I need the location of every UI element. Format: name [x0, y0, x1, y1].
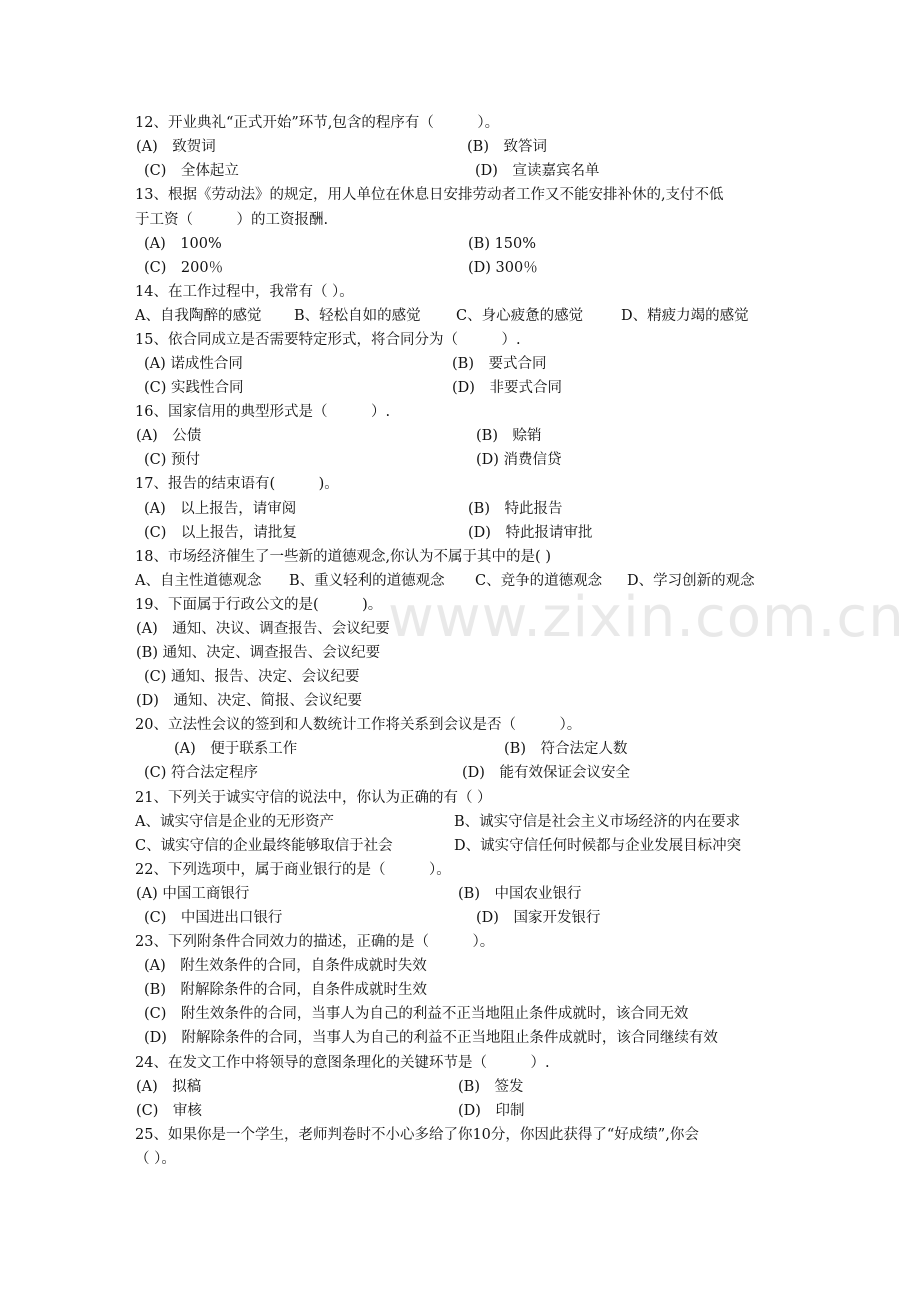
- option-c: (C) 200％: [144, 260, 224, 276]
- question-17-options-row-2: [0, 521, 920, 545]
- question-18-stem: 18、市场经济催生了一些新的道德观念,你认为不属于其中的是( ): [135, 549, 551, 565]
- question-24-stem: 24、在发文工作中将领导的意图条理化的关键环节是（ ）.: [135, 1055, 550, 1071]
- option-b: (B) 要式合同: [452, 356, 547, 372]
- question-14-stem: 14、在工作过程中，我常有（ ）。: [135, 284, 354, 300]
- question-20-options-row-1: [0, 737, 920, 761]
- option-d: (D) 非要式合同: [452, 380, 562, 396]
- option-b: (B) 赊销: [476, 428, 542, 444]
- option-b: (B) 致答词: [467, 139, 547, 155]
- option-c: (C) 以上报告，请批复: [144, 525, 297, 541]
- question-14-options: [0, 304, 920, 328]
- option-d: (D) 附解除条件的合同，当事人为自己的利益不正当地阻止条件成就时，该合同继续有效: [144, 1030, 718, 1046]
- question-22-stem: 22、下列选项中，属于商业银行的是（ ）。: [135, 862, 451, 878]
- question-12-options-row-2: [0, 159, 920, 183]
- question-24-options-row-2: [0, 1099, 920, 1123]
- question-15-stem: 15、依合同成立是否需要特定形式，将合同分为（ ）.: [135, 332, 521, 348]
- option-a: (A) 诺成性合同: [144, 356, 243, 372]
- option-b: (B) 通知、决定、调查报告、会议纪要: [136, 645, 381, 661]
- question-20-stem: 20、立法性会议的签到和人数统计工作将关系到会议是否（ ）。: [135, 717, 582, 733]
- option-d: (D) 300％: [468, 260, 538, 276]
- question-18-options: [0, 569, 920, 593]
- option-c: (C) 预付: [144, 452, 201, 468]
- option-d: (D) 消费信贷: [476, 452, 562, 468]
- question-16-stem: 16、国家信用的典型形式是（ ）.: [135, 404, 391, 420]
- question-17-stem: 17、报告的结束语有( )。: [135, 476, 339, 492]
- question-22-options-row-2: [0, 906, 920, 930]
- question-22-options-row-1: [0, 882, 920, 906]
- option-b: (B) 特此报告: [468, 501, 563, 517]
- option-c: (C) 中国进出口银行: [144, 910, 283, 926]
- option-d: D、精疲力竭的感觉: [621, 308, 749, 324]
- question-21-options-row-1: [0, 810, 920, 834]
- option-b: B、轻松自如的感觉: [294, 308, 421, 324]
- option-a: A、诚实守信是企业的无形资产: [135, 814, 334, 830]
- option-a: (A) 公债: [136, 428, 202, 444]
- question-21-options-row-2: [0, 834, 920, 858]
- option-b: (B) 签发: [458, 1079, 524, 1095]
- option-c: (C) 全体起立: [144, 163, 239, 179]
- option-c: C、身心疲惫的感觉: [456, 308, 584, 324]
- option-d: D、诚实守信任何时候都与企业发展目标冲突: [454, 838, 742, 854]
- option-c: C、诚实守信的企业最终能够取信于社会: [135, 838, 393, 854]
- option-c: (C) 符合法定程序: [144, 765, 259, 781]
- question-19-stem: 19、下面属于行政公文的是( )。: [135, 597, 383, 613]
- option-d: (D) 特此报请审批: [468, 525, 593, 541]
- question-13-options-row-2: [0, 256, 920, 280]
- question-13-stem-cont: 于工资（ ）的工资报酬.: [135, 212, 329, 228]
- option-d: (D) 国家开发银行: [476, 910, 601, 926]
- option-a: A、自我陶醉的感觉: [135, 308, 262, 324]
- option-b: (B) 附解除条件的合同，自条件成就时生效: [144, 982, 427, 998]
- option-b: (B) 符合法定人数: [504, 741, 628, 757]
- option-a: A、自主性道德观念: [135, 573, 262, 589]
- option-c: C、竞争的道德观念: [475, 573, 603, 589]
- question-24-options-row-1: [0, 1075, 920, 1099]
- question-15-options-row-2: [0, 376, 920, 400]
- option-a: (A) 附生效条件的合同，自条件成就时失效: [144, 958, 427, 974]
- option-a: (A) 通知、决议、调查报告、会议纪要: [136, 621, 390, 637]
- question-16-options-row-1: [0, 424, 920, 448]
- question-13-stem: 13、根据《劳动法》的规定，用人单位在休息日安排劳动者工作又不能安排补休的,支付不低: [135, 187, 724, 203]
- question-12-options-row-1: [0, 135, 920, 159]
- option-a: (A) 致贺词: [136, 139, 216, 155]
- option-d: D、学习创新的观念: [627, 573, 755, 589]
- question-17-options-row-1: [0, 497, 920, 521]
- question-13-options-row-1: [0, 232, 920, 256]
- question-21-stem: 21、下列关于诚实守信的说法中，你认为正确的有（ ）: [135, 790, 492, 806]
- question-20-options-row-2: [0, 761, 920, 785]
- option-c: (C) 实践性合同: [144, 380, 244, 396]
- question-12-stem: 12、开业典礼“正式开始”环节,包含的程序有（ ）。: [135, 115, 500, 131]
- question-15-options-row-1: [0, 352, 920, 376]
- option-b: B、重义轻利的道德观念: [289, 573, 445, 589]
- option-d: (D) 宣读嘉宾名单: [475, 163, 600, 179]
- option-d: (D) 通知、决定、简报、会议纪要: [136, 693, 362, 709]
- question-23-stem: 23、下列附条件合同效力的描述，正确的是（ ）。: [135, 934, 495, 950]
- option-c: (C) 附生效条件的合同，当事人为自己的利益不正当地阻止条件成就时，该合同无效: [144, 1006, 689, 1022]
- question-16-options-row-2: [0, 448, 920, 472]
- option-d: (D) 能有效保证会议安全: [462, 765, 630, 781]
- option-d: (D) 印制: [458, 1103, 525, 1119]
- option-a: (A) 便于联系工作: [174, 741, 298, 757]
- option-a: (A) 100%: [144, 236, 222, 252]
- option-b: (B) 中国农业银行: [458, 886, 582, 902]
- question-25-stem: 25、如果你是一个学生，老师判卷时不小心多给了你10分，你因此获得了“好成绩”,你会: [135, 1127, 699, 1143]
- option-a: (A) 拟稿: [136, 1079, 202, 1095]
- option-c: (C) 通知、报告、决定、会议纪要: [144, 669, 360, 685]
- option-a: (A) 以上报告，请审阅: [144, 501, 297, 517]
- option-a: (A) 中国工商银行: [136, 886, 250, 902]
- option-b: (B) 150%: [468, 236, 537, 252]
- question-25-stem-cont: （ ）。: [135, 1151, 176, 1167]
- option-c: (C) 审核: [136, 1103, 202, 1119]
- watermark: www.zixin.com.cn: [388, 585, 905, 650]
- option-b: B、诚实守信是社会主义市场经济的内在要求: [454, 814, 741, 830]
